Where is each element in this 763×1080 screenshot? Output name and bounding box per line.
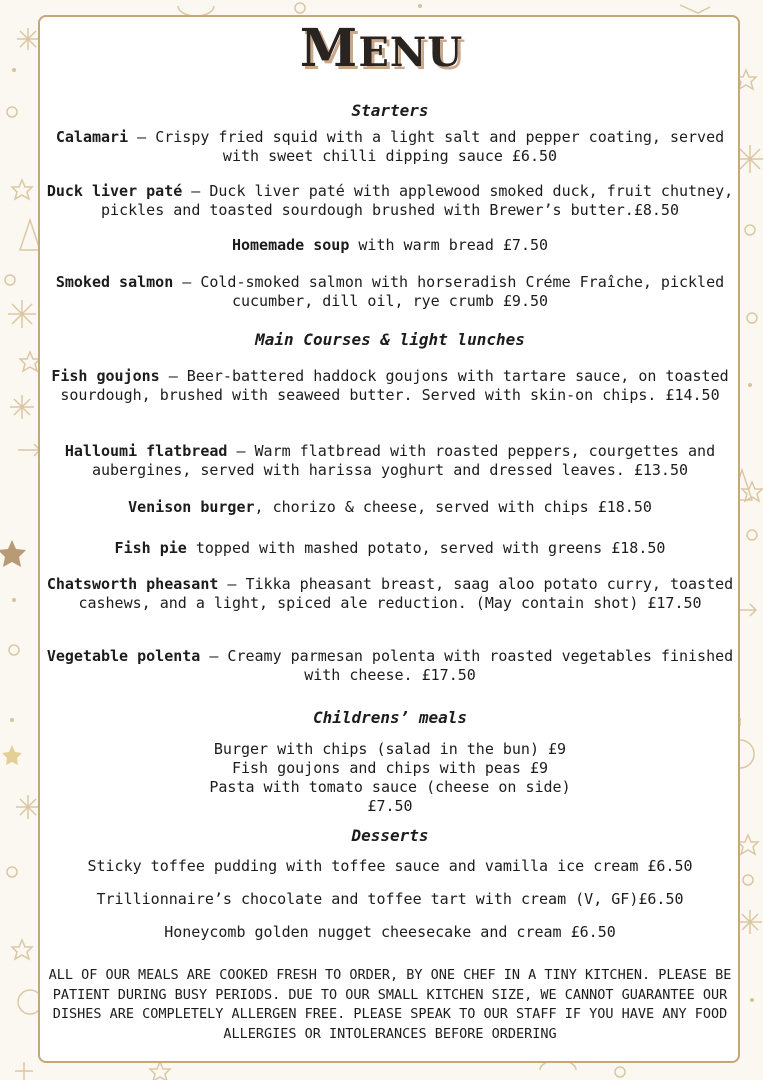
item-name: Halloumi flatbread	[64, 442, 228, 460]
list-item: Fish goujons and chips with peas £9	[231, 759, 549, 777]
dot-decoration	[418, 4, 422, 8]
menu-item-halloumi-flatbread	[45, 442, 735, 480]
snowflake-icon	[10, 395, 34, 419]
menu-item-vegetable-polenta	[45, 647, 735, 685]
dessert-item: Honeycomb golden nugget cheesecake and cream £6.50	[164, 923, 616, 941]
item-name: Fish goujons	[51, 367, 160, 385]
menu-item-homemade-soup	[45, 236, 735, 255]
star-outline-icon	[20, 352, 40, 371]
item-description: – Creamy parmesan polenta with roasted vegetables finished with cheese. £17.50	[200, 647, 734, 684]
item-description: – Warm flatbread with roasted peppers, courgettes and aubergines, served with harissa yoghurt and dressed leaves. £13.50	[91, 442, 716, 479]
list-item: £7.50	[367, 797, 413, 815]
item-name: Chatsworth pheasant	[46, 575, 219, 593]
section-heading-starters: Starters	[351, 101, 429, 120]
item-name: Venison burger	[128, 498, 255, 516]
dot-decoration	[750, 998, 754, 1002]
ornament-circle-icon	[615, 1067, 625, 1077]
snowflake-icon	[738, 910, 762, 934]
item-name: Duck liver paté	[46, 182, 183, 200]
ornament-circle-icon	[5, 275, 15, 285]
item-name: Fish pie	[114, 539, 187, 557]
item-description: – Beer-battered haddock goujons with tartare sauce, on toasted sourdough, brushed with seaweed butter. Served with skin-on chips. £14.50	[60, 367, 729, 404]
menu-item-venison-burger	[45, 498, 735, 517]
ornament-circle-icon	[7, 107, 17, 117]
ornament-circle-icon	[743, 875, 753, 885]
menu-item-smoked-salmon	[45, 273, 735, 311]
section-heading-desserts: Desserts	[351, 826, 429, 845]
allergen-note: ALL OF OUR MEALS ARE COOKED FRESH TO ORDER, BY ONE CHEF IN A TINY KITCHEN. PLEASE BE PATIENT DURING BUSY PERIODS. DUE TO OUR SMALL KITCHEN SIZE, WE CANNOT GUARANTEE OUR DISHES ARE COMPLETELY ALLERGEN FREE. PLEASE SPEAK TO OUR STAFF IF YOU HAVE ANY FOOD ALLERGIES OR INTOLERANCES BEFORE ORDERING	[48, 967, 732, 1042]
candy-cane-icon	[680, 5, 710, 13]
list-item: Pasta with tomato sauce (cheese on side)	[209, 778, 571, 796]
dessert-item: Trillionnaire’s chocolate and toffee tart with cream (V, GF)£6.50	[96, 890, 684, 908]
menu-title: MENU	[299, 18, 464, 79]
menu-item-fish-goujons	[45, 367, 735, 405]
dot-decoration	[12, 598, 16, 602]
item-description: topped with mashed potato, served with greens £18.50	[186, 539, 666, 557]
section-heading-mains: Main Courses & light lunches	[255, 330, 525, 349]
item-name: Calamari	[55, 128, 129, 146]
snowflake-icon	[15, 1062, 33, 1080]
snowflake-icon	[8, 300, 36, 328]
item-description: with warm bread £7.50	[349, 236, 549, 254]
star-filled-icon	[0, 540, 26, 567]
snowflake-icon	[16, 795, 40, 819]
ornament-circle-icon	[9, 645, 19, 655]
item-description: – Tikka pheasant breast, saag aloo potato curry, toasted cashews, and a light, spiced ale reduction. (May contain shot) £17.50	[78, 575, 734, 612]
item-description: – Crispy fried squid with a light salt and pepper coating, served with sweet chilli dipping sauce £6.50	[128, 128, 725, 165]
ornament-circle-icon	[745, 225, 755, 235]
ornament-circle-icon	[7, 867, 17, 877]
dot-decoration	[748, 383, 752, 387]
item-name: Smoked salmon	[55, 273, 174, 291]
item-name: Homemade soup	[231, 236, 350, 254]
menu-item-calamari	[45, 128, 735, 166]
menu-item-fish-pie	[45, 539, 735, 558]
star-outline-icon	[12, 940, 32, 959]
dessert-item: Sticky toffee pudding with toffee sauce and vamilla ice cream £6.50	[87, 857, 693, 875]
arrow-decoration-icon	[18, 444, 40, 456]
item-description: , chorizo & cheese, served with chips £18.50	[254, 498, 652, 516]
ornament-circle-icon	[747, 313, 757, 323]
item-description: – Cold-smoked salmon with horseradish Créme Fraîche, pickled cucumber, dill oil, rye crumb £9.50	[173, 273, 725, 310]
menu-item-chatsworth-pheasant	[45, 575, 735, 613]
menu-item-duck-liver-pate	[45, 182, 735, 220]
star-outline-icon	[12, 180, 32, 199]
star-filled-icon	[2, 745, 22, 765]
christmas-tree-icon	[20, 220, 40, 250]
dot-decoration	[10, 718, 14, 722]
star-outline-icon	[150, 1062, 170, 1080]
children-menu-list	[45, 740, 735, 816]
ornament-circle-icon	[747, 530, 757, 540]
section-heading-children: Childrens’ meals	[312, 708, 468, 727]
list-item: Burger with chips (salad in the bun) £9	[213, 740, 567, 758]
snowflake-icon	[736, 145, 763, 173]
ornament-circle-icon	[295, 3, 305, 13]
item-description: – Duck liver paté with applewood smoked duck, fruit chutney, pickles and toasted sourdough brushed with Brewer’s butter.£8.50	[101, 182, 734, 219]
star-outline-icon	[738, 835, 758, 854]
item-name: Vegetable polenta	[46, 647, 201, 665]
